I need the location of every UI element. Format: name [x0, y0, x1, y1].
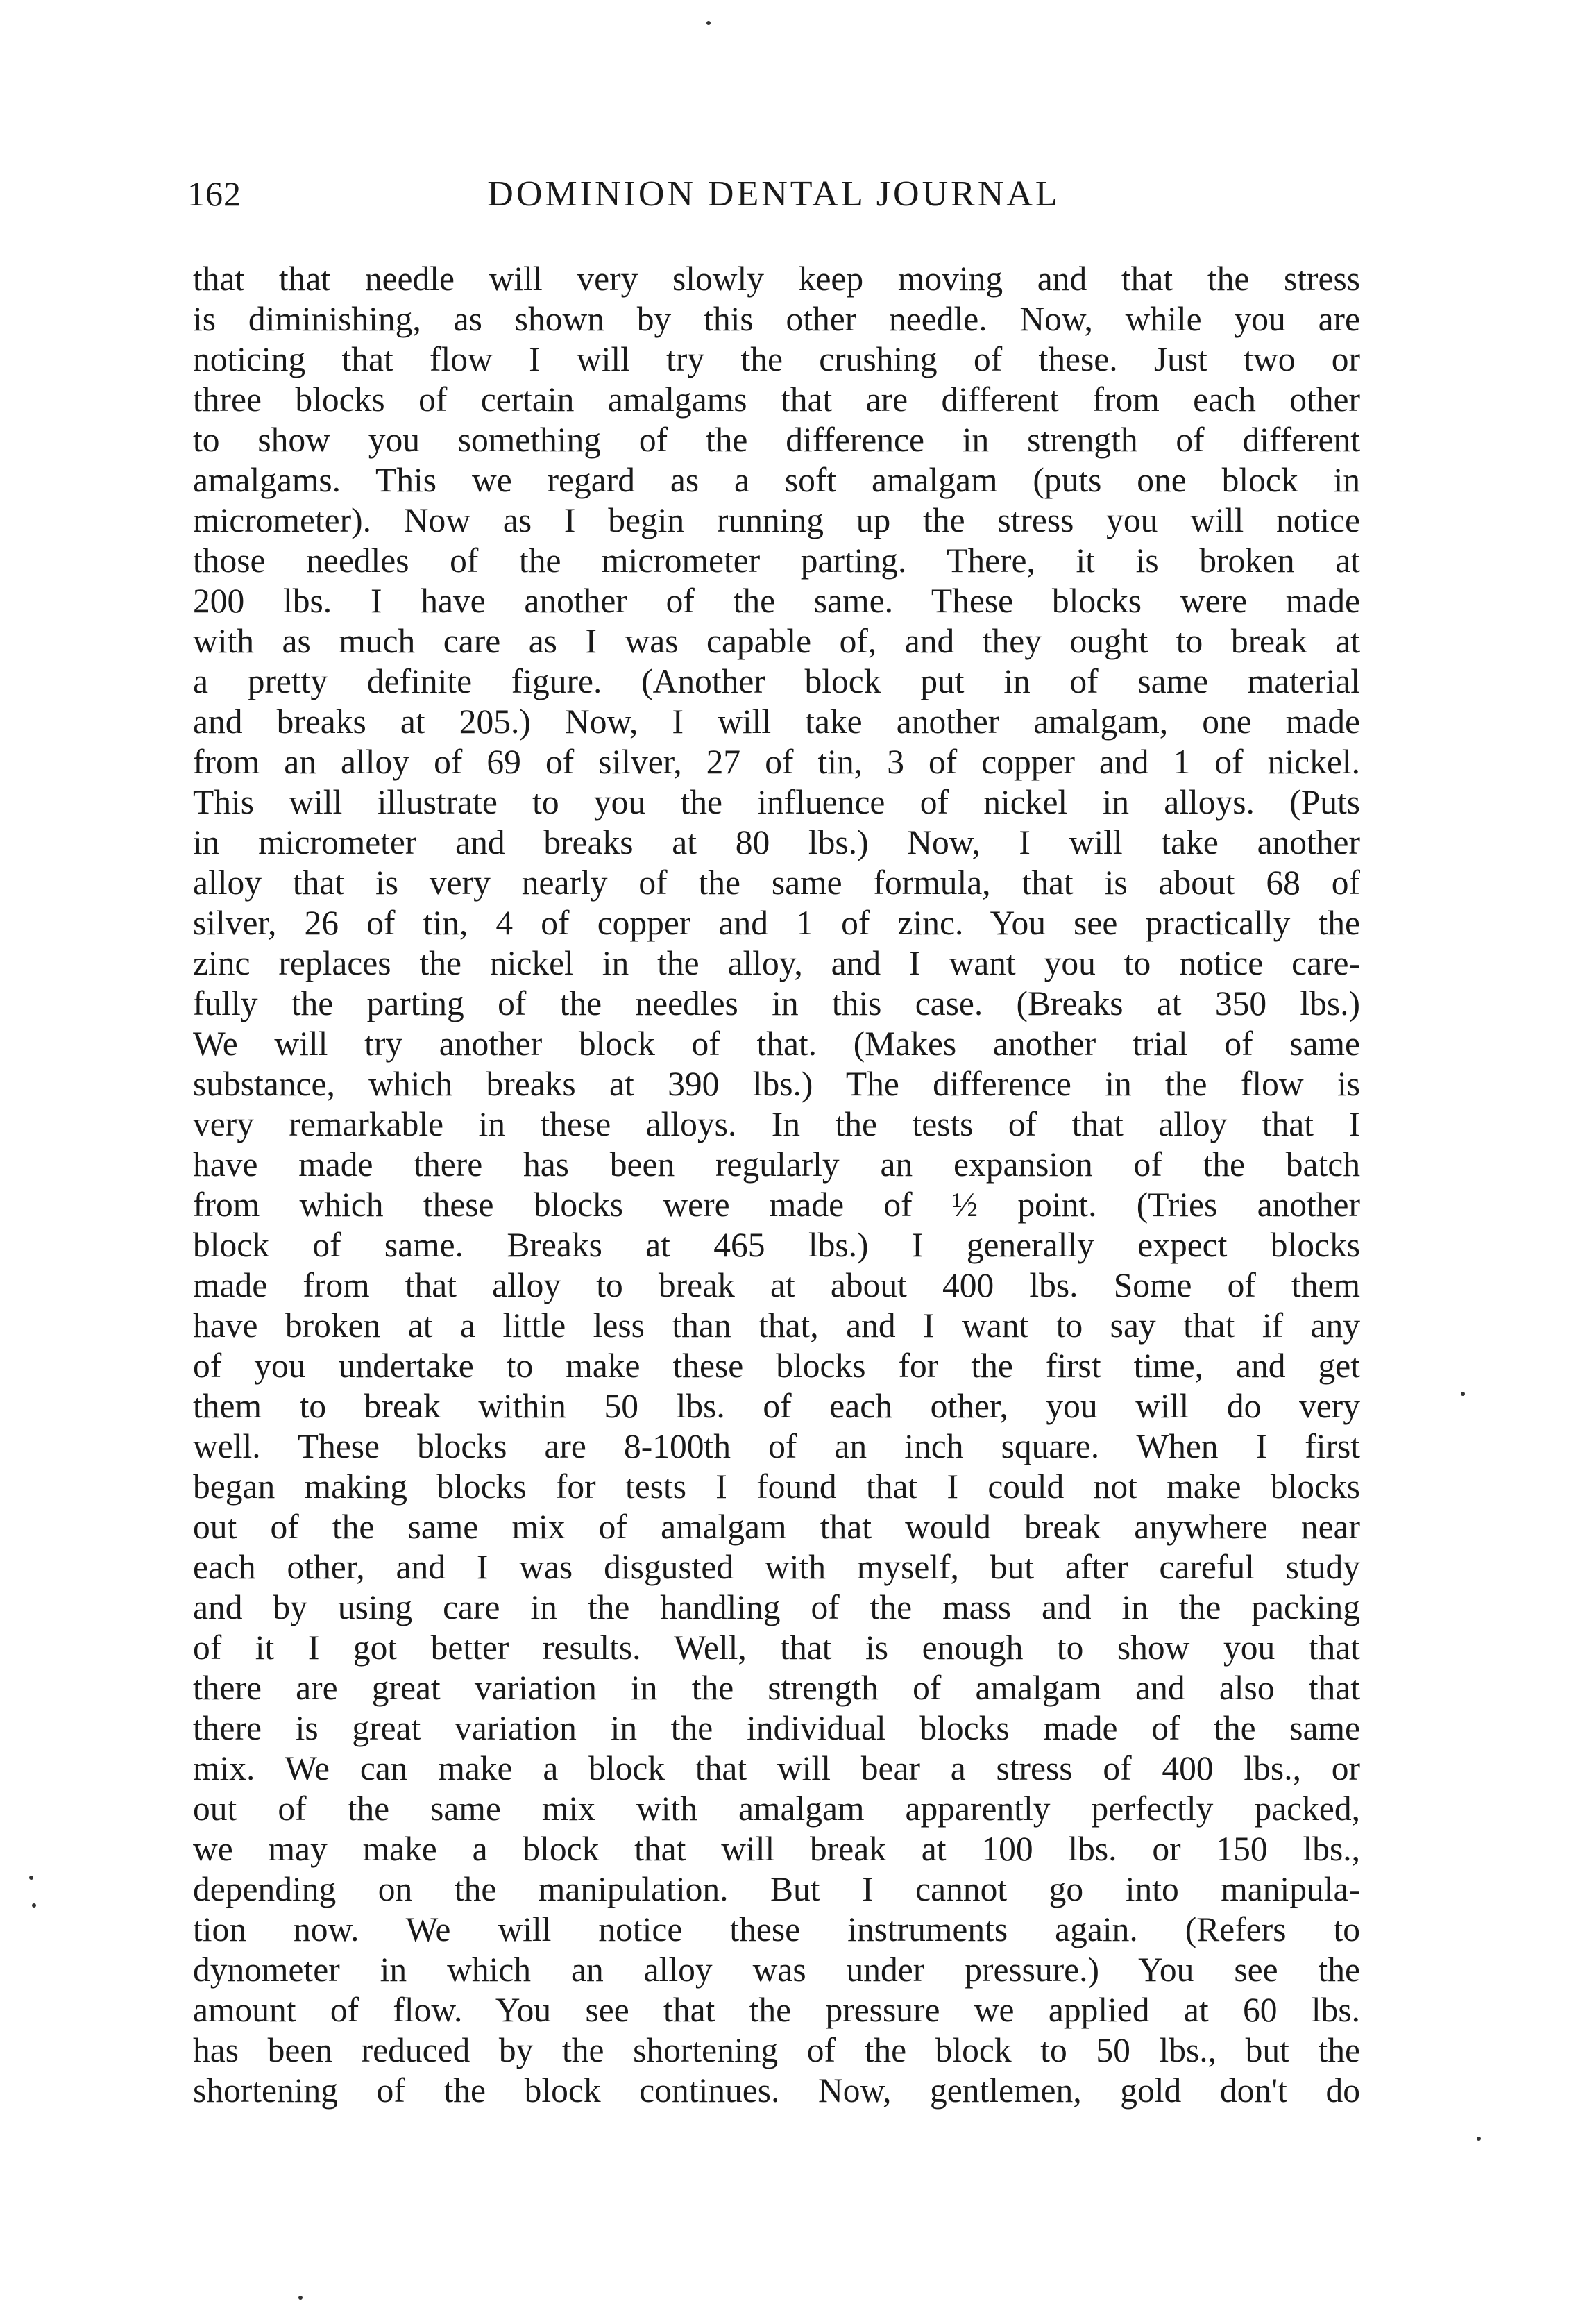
text-line: those needles of the micrometer parting. There, it is broken at — [193, 541, 1360, 580]
scan-speck — [32, 1903, 36, 1908]
page-number: 162 — [187, 174, 241, 213]
text-line: to show you something of the difference in strength of different — [193, 421, 1360, 459]
text-line: have broken at a little less than that, and I want to say that if any — [193, 1306, 1360, 1345]
page-header — [187, 167, 1360, 229]
text-line: with as much care as I was capable of, and they ought to break at — [193, 622, 1360, 660]
text-line: and breaks at 205.) Now, I will take another amalgam, one made — [193, 702, 1360, 741]
scan-speck — [1461, 1392, 1465, 1396]
text-line: zinc replaces the nickel in the alloy, and I want you to notice care- — [193, 944, 1360, 982]
text-line: alloy that is very nearly of the same formula, that is about 68 of — [193, 864, 1360, 902]
scan-speck — [29, 1876, 33, 1880]
text-line: we may make a block that will break at 100 lbs. or 150 lbs., — [193, 1830, 1360, 1868]
text-line: made from that alloy to break at about 400 lbs. Some of them — [193, 1266, 1360, 1304]
text-line: three blocks of certain amalgams that are different from each other — [193, 380, 1360, 419]
text-line: depending on the manipulation. But I cannot go into manipula- — [193, 1870, 1360, 1908]
text-line: began making blocks for tests I found that I could not make blocks — [193, 1467, 1360, 1506]
text-line: silver, 26 of tin, 4 of copper and 1 of zinc. You see practically the — [193, 904, 1360, 942]
text-line: each other, and I was disgusted with myself, but after careful study — [193, 1548, 1360, 1586]
text-line: of it I got better results. Well, that is enough to show you that — [193, 1628, 1360, 1667]
text-line: in micrometer and breaks at 80 lbs.) Now, I will take another — [193, 823, 1360, 861]
text-line: have made there has been regularly an expansion of the batch — [193, 1145, 1360, 1184]
scan-speck — [706, 21, 711, 25]
text-line: and by using care in the handling of the mass and in the packing — [193, 1588, 1360, 1626]
text-line: shortening of the block continues. Now, gentlemen, gold don't do — [193, 2071, 1360, 2110]
text-line: out of the same mix of amalgam that would break anywhere near — [193, 1508, 1360, 1546]
text-line: We will try another block of that. (Makes another trial of same — [193, 1025, 1360, 1063]
running-title: DOMINION DENTAL JOURNAL — [487, 174, 1060, 214]
text-line: block of same. Breaks at 465 lbs.) I generally expect blocks — [193, 1226, 1360, 1264]
text-line: out of the same mix with amalgam apparently perfectly packed, — [193, 1790, 1360, 1828]
body-paragraph — [193, 259, 1360, 2111]
text-line: a pretty definite figure. (Another block put in of same material — [193, 662, 1360, 700]
scan-speck — [1477, 2137, 1481, 2141]
text-line: from which these blocks were made of ½ point. (Tries another — [193, 1186, 1360, 1224]
text-line: there are great variation in the strength of amalgam and also that — [193, 1669, 1360, 1707]
text-line: dynometer in which an alloy was under pressure.) You see the — [193, 1951, 1360, 1989]
text-line: of you undertake to make these blocks for the first time, and get — [193, 1347, 1360, 1385]
text-line: This will illustrate to you the influence of nickel in alloys. (Puts — [193, 783, 1360, 821]
text-line: them to break within 50 lbs. of each other, you will do very — [193, 1387, 1360, 1425]
text-line: that that needle will very slowly keep moving and that the stress — [193, 260, 1360, 298]
text-line: amalgams. This we regard as a soft amalgam (puts one block in — [193, 461, 1360, 499]
text-line: from an alloy of 69 of silver, 27 of tin, 3 of copper and 1 of nickel. — [193, 743, 1360, 781]
text-line: micrometer). Now as I begin running up the stress you will notice — [193, 501, 1360, 539]
text-line: tion now. We will notice these instruments again. (Refers to — [193, 1910, 1360, 1948]
text-line: substance, which breaks at 390 lbs.) The difference in the flow is — [193, 1065, 1360, 1103]
text-line: mix. We can make a block that will bear a stress of 400 lbs., or — [193, 1749, 1360, 1787]
text-line: is diminishing, as shown by this other needle. Now, while you are — [193, 300, 1360, 338]
text-line: well. These blocks are 8-100th of an inch square. When I first — [193, 1427, 1360, 1465]
text-line: has been reduced by the shortening of the block to 50 lbs., but the — [193, 2031, 1360, 2069]
text-line: very remarkable in these alloys. In the tests of that alloy that I — [193, 1105, 1360, 1143]
text-line: 200 lbs. I have another of the same. These blocks were made — [193, 582, 1360, 620]
text-line: fully the parting of the needles in this case. (Breaks at 350 lbs.) — [193, 984, 1360, 1022]
text-line: there is great variation in the individual blocks made of the same — [193, 1709, 1360, 1747]
text-line: amount of flow. You see that the pressure we applied at 60 lbs. — [193, 1991, 1360, 2029]
text-line: noticing that flow I will try the crushing of these. Just two or — [193, 340, 1360, 378]
scan-speck — [298, 2296, 303, 2300]
